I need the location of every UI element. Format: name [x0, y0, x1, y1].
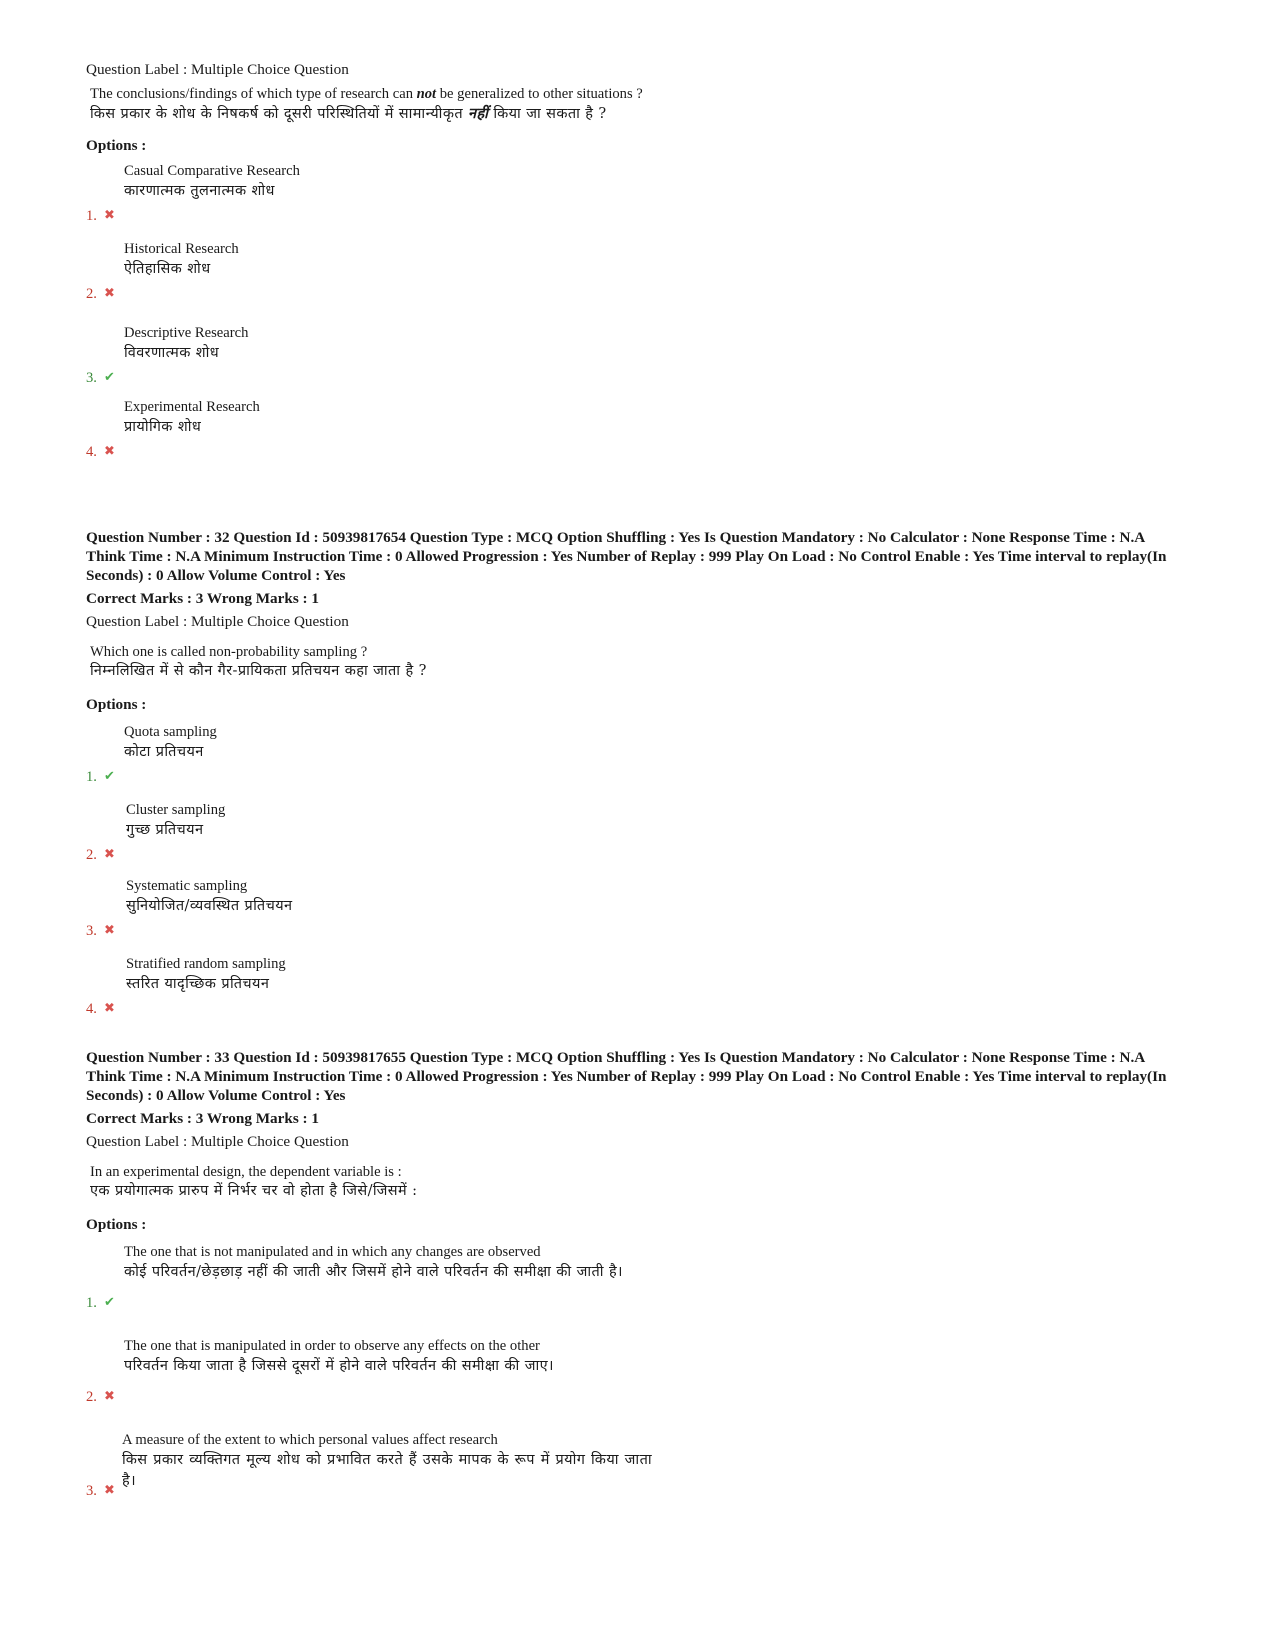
question-text [90, 1163, 678, 1201]
option-number: 1. [86, 208, 97, 224]
options-heading: Options : [86, 696, 147, 713]
cross-icon: ✖ [104, 846, 115, 861]
option-2 [86, 800, 1186, 863]
question-text-hi: निम्नलिखित में से कौन गैर-प्रायिकता प्रतिचयन कहा जाता है ? [90, 663, 427, 679]
question-32 [86, 528, 1186, 1017]
question-text-hi-part: किस प्रकार के शोध के निषकर्ष को दूसरी परिस्थितियों में सामान्यीकृत [90, 106, 469, 122]
option-3 [86, 1430, 1186, 1499]
question-text-en-part: be generalized to other situations ? [436, 86, 643, 102]
option-2 [86, 239, 1186, 302]
question-label: Question Label : Multiple Choice Question [86, 1133, 349, 1150]
option-number: 2. [86, 1389, 97, 1405]
check-icon: ✔ [104, 1294, 115, 1309]
option-1 [86, 161, 1186, 224]
option-text-en: Historical Research [124, 241, 239, 257]
option-text-en: Stratified random sampling [126, 956, 286, 972]
question-meta: Question Number : 32 Question Id : 50939817654 Question Type : MCQ Option Shuffling : Yes Is Question Mandatory : No Calculator : None Response Time : N.A Think Time : N.A Minimum Instruction Time : 0 Allowed Progression : Yes Number of Replay : 999 Play On Load : No Control Enable : Yes Time interval to replay(In Seconds) : 0 Allow Volume Control : Yes [86, 529, 1167, 584]
option-number: 2. [86, 286, 97, 302]
emphasis-not: not [416, 86, 437, 102]
option-3 [86, 323, 1186, 386]
option-number: 2. [86, 847, 97, 863]
emphasis-nahin: नहीं [468, 105, 489, 122]
cross-icon: ✖ [104, 922, 115, 937]
question-meta: Question Number : 33 Question Id : 50939817655 Question Type : MCQ Option Shuffling : Yes Is Question Mandatory : No Calculator : None Response Time : N.A Think Time : N.A Minimum Instruction Time : 0 Allowed Progression : Yes Number of Replay : 999 Play On Load : No Control Enable : Yes Time interval to replay(In Seconds) : 0 Allow Volume Control : Yes [86, 1049, 1167, 1104]
option-4 [86, 954, 1186, 1017]
option-text-en: The one that is manipulated in order to observe any effects on the other [124, 1338, 540, 1354]
option-text-en: Cluster sampling [126, 802, 226, 818]
question-text-hi: एक प्रयोगात्मक प्रारुप में निर्भर चर वो होता है जिसे/जिसमें : [90, 1183, 418, 1199]
question-31 [86, 56, 1186, 460]
question-text [90, 85, 678, 124]
cross-icon: ✖ [104, 443, 115, 458]
cross-icon: ✖ [104, 1388, 115, 1403]
option-number: 3. [86, 370, 97, 386]
option-text-en: Casual Comparative Research [124, 163, 300, 179]
option-1 [86, 722, 1186, 785]
question-text-hi-part: किया जा सकता है ? [488, 106, 607, 122]
option-number: 1. [86, 769, 97, 785]
question-label: Question Label : Multiple Choice Question [86, 613, 349, 630]
check-icon: ✔ [104, 768, 115, 783]
option-number: 4. [86, 1001, 97, 1017]
check-icon: ✔ [104, 369, 115, 384]
option-text-hi: विवरणात्मक शोध [124, 345, 220, 361]
option-text-hi: कारणात्मक तुलनात्मक शोध [124, 183, 275, 199]
option-text-hi: प्रायोगिक शोध [124, 419, 202, 435]
option-text-hi: किस प्रकार व्यक्तिगत मूल्य शोध को प्रभावित करते हैं उसके मापक के रूप में प्रयोग किया जाता है। [122, 1452, 652, 1489]
option-text-en: The one that is not manipulated and in which any changes are observed [124, 1244, 541, 1260]
option-text-en: A measure of the extent to which personal values affect research [122, 1432, 498, 1448]
option-text-en: Quota sampling [124, 724, 217, 740]
option-text-en: Systematic sampling [126, 878, 248, 894]
question-text [90, 643, 678, 681]
option-number: 3. [86, 1483, 97, 1499]
question-33 [86, 1048, 1186, 1499]
cross-icon: ✖ [104, 285, 115, 300]
option-4 [86, 397, 1186, 460]
question-marks: Correct Marks : 3 Wrong Marks : 1 [86, 590, 319, 607]
cross-icon: ✖ [104, 1000, 115, 1015]
question-text-hi [90, 104, 678, 124]
option-text-hi: सुनियोजित/व्यवस्थित प्रतिचयन [126, 898, 293, 914]
question-text-en [90, 85, 678, 104]
option-number: 3. [86, 923, 97, 939]
question-text-en: Which one is called non-probability sampling ? [90, 644, 368, 660]
option-text-hi: परिवर्तन किया जाता है जिससे दूसरों में होने वाले परिवर्तन की समीक्षा की जाए। [124, 1358, 554, 1374]
options-heading: Options : [86, 1216, 147, 1233]
options-heading: Options : [86, 137, 147, 154]
option-number: 4. [86, 444, 97, 460]
option-1 [86, 1242, 1186, 1311]
option-text-hi: कोई परिवर्तन/छेड़छाड़ नहीं की जाती और जिसमें होने वाले परिवर्तन की समीक्षा की जाती है। [124, 1264, 623, 1280]
option-text-en: Descriptive Research [124, 325, 249, 341]
option-text-hi: ऐतिहासिक शोध [124, 261, 211, 277]
option-text-hi: कोटा प्रतिचयन [124, 744, 204, 760]
option-text-en: Experimental Research [124, 399, 260, 415]
option-3 [86, 876, 1186, 939]
cross-icon: ✖ [104, 207, 115, 222]
option-text-hi: गुच्छ प्रतिचयन [126, 822, 204, 838]
option-number: 1. [86, 1295, 97, 1311]
question-text-en-part: The conclusions/findings of which type of research can [90, 86, 417, 102]
option-text-hi: स्तरित यादृच्छिक प्रतिचयन [126, 976, 270, 992]
question-text-en: In an experimental design, the dependent variable is : [90, 1164, 402, 1180]
question-marks: Correct Marks : 3 Wrong Marks : 1 [86, 1110, 319, 1127]
question-label: Question Label : Multiple Choice Question [86, 61, 349, 78]
option-2 [86, 1336, 1186, 1405]
cross-icon: ✖ [104, 1482, 115, 1497]
